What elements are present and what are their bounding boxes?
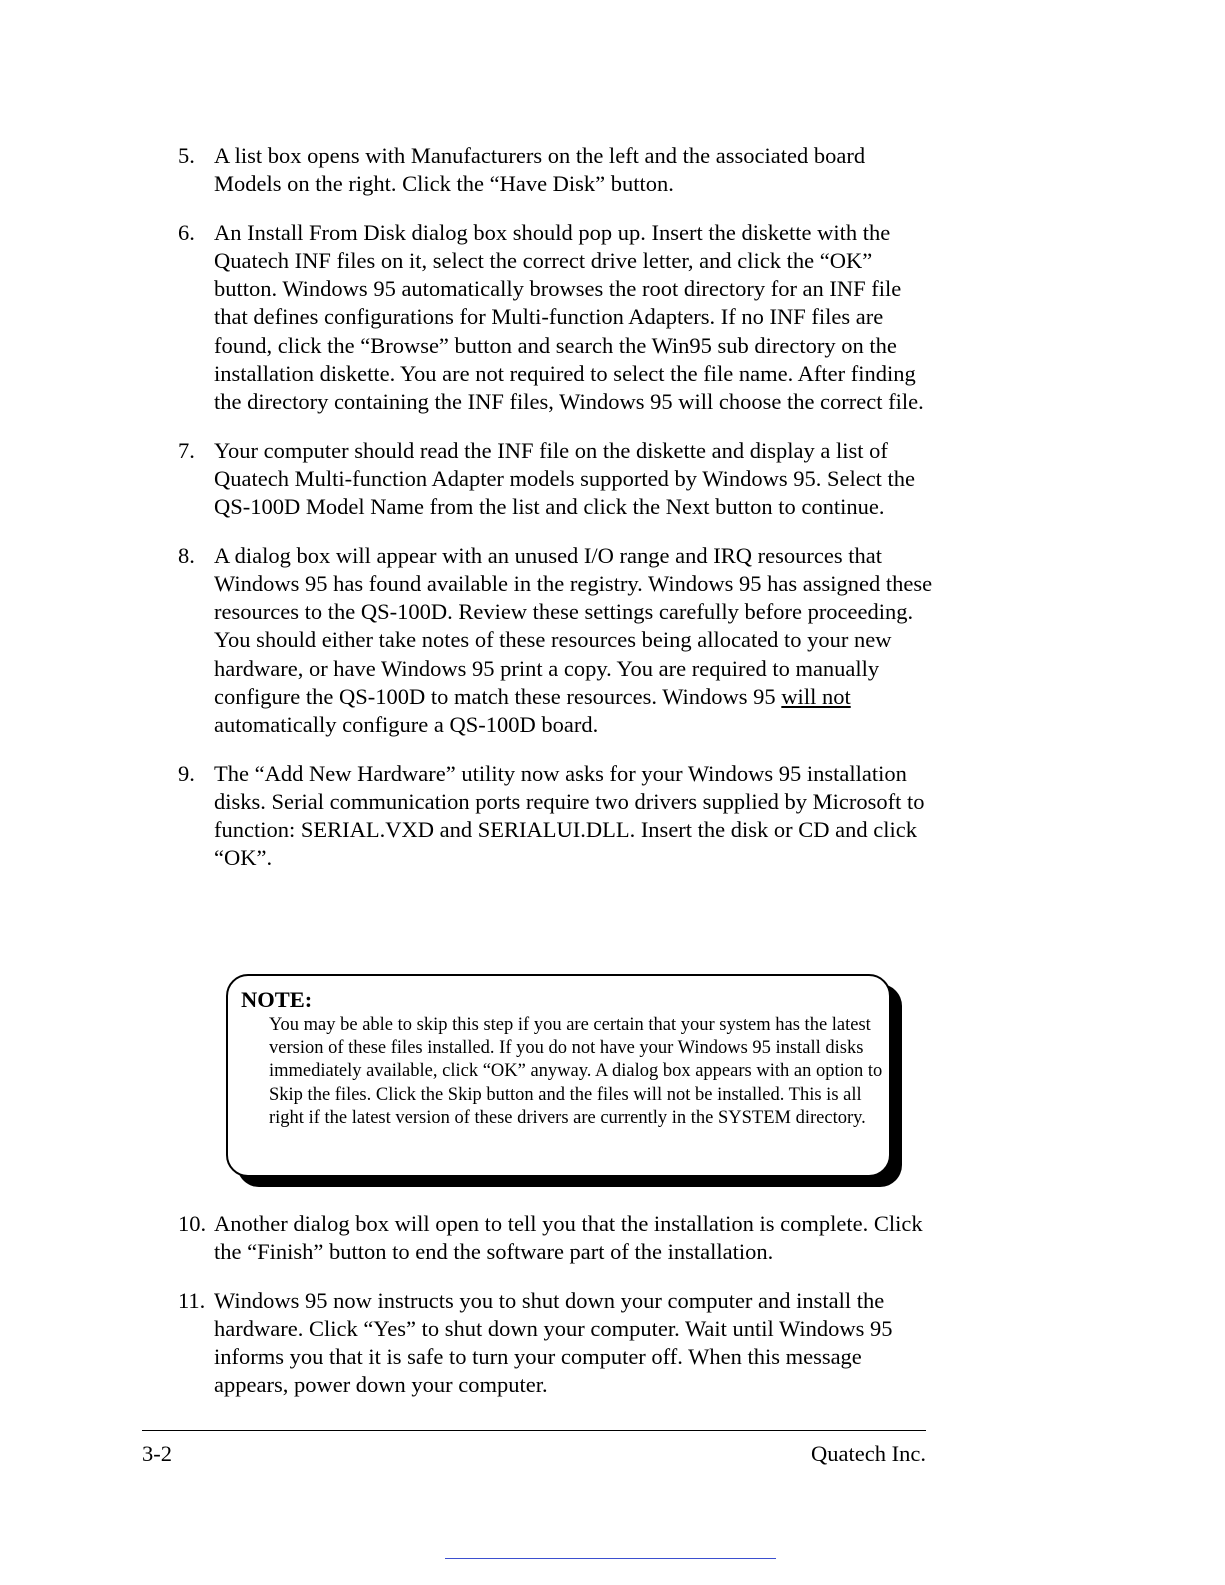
list-item-step-6 bbox=[178, 219, 938, 416]
step-text: An Install From Disk dialog box should pop up. Insert the diskette with the Quatech INF files on it, select the correct drive letter, and click the “OK” button. Windows 95 automatically browses the root directory for an INF file that defines configurations for Multi-function Adapters. If no INF files are found, click the “Browse” button and search the Win95 sub directory on the installation diskette. You are not required to select the file name. After finding the directory containing the INF files, Windows 95 will choose the correct file. bbox=[214, 220, 924, 414]
page-bottom-line bbox=[445, 1558, 776, 1559]
step-text bbox=[214, 542, 938, 739]
step-text-before: A dialog box will appear with an unused I/O range and IRQ resources that Windows 95 has found available in the registry. Windows 95 has assigned these resources to the QS-100D. Review these settings carefully before proceeding. You should either take notes of these resources being allocated to your new hardware, or have Windows 95 print a copy. You are required to manually configure the QS-100D to match these resources. Windows 95 bbox=[214, 543, 933, 709]
list-item-step-11 bbox=[178, 1287, 938, 1399]
note-title: NOTE: bbox=[241, 987, 313, 1012]
footer-divider bbox=[142, 1430, 926, 1431]
step-text-emphasis: will not bbox=[781, 683, 851, 709]
step-number: 6. bbox=[178, 220, 195, 246]
step-text: A list box opens with Manufacturers on the left and the associated board Models on the right. Click the “Have Disk” button. bbox=[214, 143, 866, 197]
list-item-step-7 bbox=[178, 437, 938, 521]
list-item-step-5 bbox=[178, 142, 938, 198]
list-item-step-8 bbox=[178, 542, 938, 739]
step-number: 7. bbox=[178, 437, 195, 463]
list-item-step-9 bbox=[178, 760, 938, 872]
instruction-list bbox=[178, 142, 938, 893]
step-number: 10. bbox=[178, 1211, 207, 1236]
step-text-after: automatically configure a QS-100D board. bbox=[214, 711, 599, 737]
instruction-list-continued bbox=[178, 1210, 938, 1421]
step-number: 8. bbox=[178, 543, 195, 569]
step-number: 11. bbox=[178, 1288, 206, 1314]
page-number: 3-2 bbox=[142, 1441, 172, 1466]
step-text: Another dialog box will open to tell you that the installation is complete. Click the “Finish” button to end the software part of the installation. bbox=[214, 1211, 923, 1265]
step-number: 5. bbox=[178, 143, 195, 168]
list-item-step-10 bbox=[178, 1210, 938, 1266]
step-text: Your computer should read the INF file on the diskette and display a list of Quatech Multi-function Adapter models supported by Windows 95. Select the QS-100D Model Name from the list and click the Next button to continue. bbox=[214, 437, 916, 520]
step-text: Windows 95 now instructs you to shut down your computer and install the hardware. Click “Yes” to shut down your computer. Wait until Windows 95 informs you that it is safe to turn your computer off. When this message appears, power down your computer. bbox=[214, 1288, 893, 1398]
note-text: You may be able to skip this step if you are certain that your system has the latest version of these files installed. If you do not have your Windows 95 install disks immediately available, click “OK” anyway. A dialog box appears with an option to Skip the files. Click the Skip button and the files will not be installed. This is all right if the latest version of these drivers are currently in the SYSTEM directory. bbox=[269, 1015, 883, 1128]
step-number: 9. bbox=[178, 760, 195, 786]
footer-company: Quatech Inc. bbox=[811, 1441, 926, 1466]
step-text: The “Add New Hardware” utility now asks for your Windows 95 installation disks. Serial communication ports require two drivers supplied by Microsoft to function: SERIAL.VXD and SERIALUI.DLL. Insert the disk or CD and click “OK”. bbox=[214, 760, 925, 871]
